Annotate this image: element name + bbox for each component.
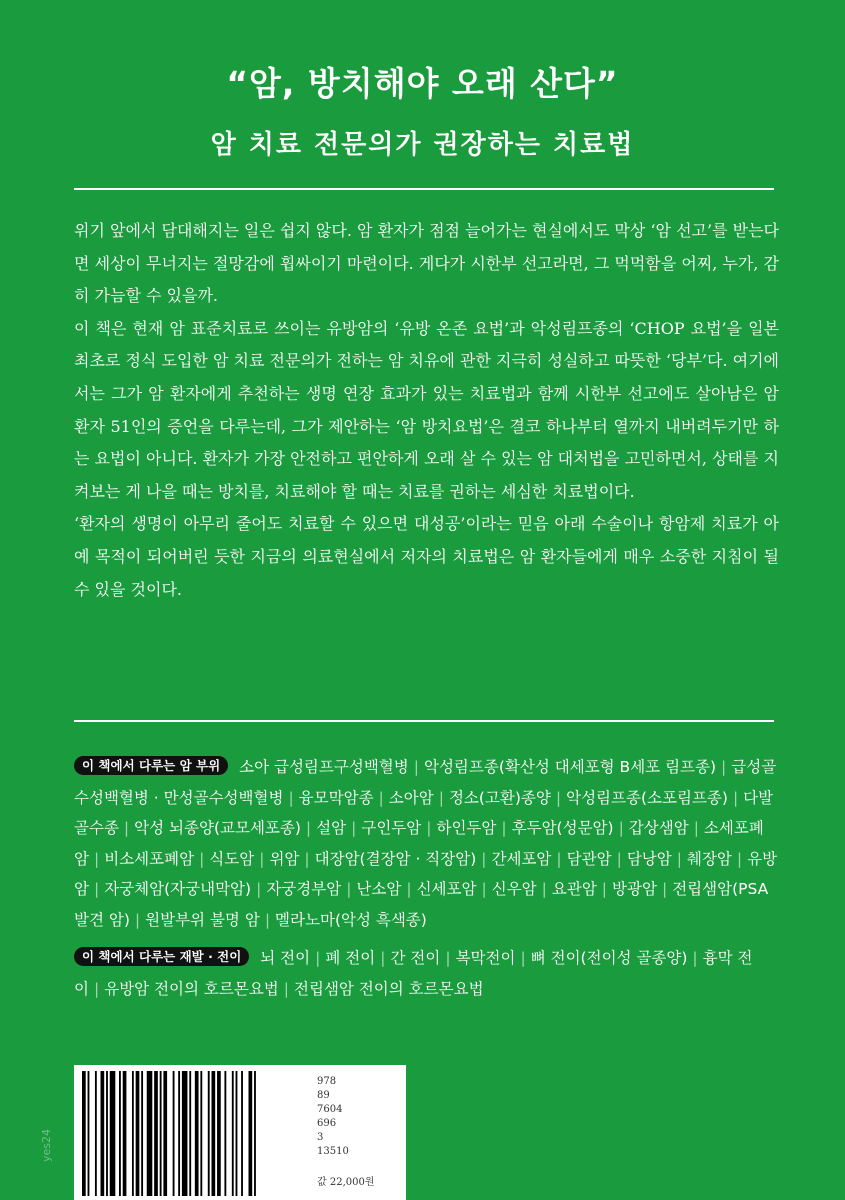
- list-separator: |: [315, 949, 321, 967]
- cancer-types-section: [74, 752, 779, 935]
- cancer-type-item: 유방암: [74, 849, 778, 898]
- cancer-type-item: 자궁경부암: [266, 880, 342, 898]
- cancer-type-item: 전립샘암(PSA 발견 암): [74, 880, 769, 929]
- metastasis-item: 뼈 전이(전이성 골종양): [530, 949, 688, 967]
- list-separator: |: [481, 849, 487, 868]
- barcode-bar: [132, 1071, 134, 1196]
- list-separator: |: [661, 880, 668, 898]
- cancer-type-item: 신세포암: [416, 880, 477, 898]
- cancer-type-item: 췌장암: [686, 849, 732, 868]
- list-separator: |: [380, 949, 386, 967]
- barcode-bar: [136, 1071, 140, 1196]
- cancer-type-item: 요관암: [551, 880, 597, 898]
- book-subtitle: 암 치료 전문의가 권장하는 치료법: [210, 130, 635, 160]
- top-divider: [74, 188, 774, 190]
- barcode-bar: [154, 1071, 158, 1196]
- book-tagline: “암, 방치해야 오래 산다”: [226, 64, 619, 103]
- list-separator: |: [406, 880, 412, 898]
- list-separator: |: [481, 880, 487, 898]
- list-separator: |: [721, 758, 727, 776]
- barcode-bar: [241, 1071, 243, 1196]
- isbn-line: 7604: [317, 1104, 343, 1115]
- list-separator: |: [520, 949, 526, 967]
- metastasis-badge: 이 책에서 다루는 재발 · 전이: [74, 947, 249, 966]
- list-separator: |: [264, 910, 271, 929]
- list-separator: |: [256, 880, 262, 898]
- cancer-type-item: 설암: [316, 819, 347, 837]
- cancer-type-item: 소아암: [388, 788, 434, 807]
- cancer-type-item: 소아 급성림프구성백혈병: [239, 758, 409, 776]
- list-separator: |: [676, 849, 682, 868]
- list-separator: |: [618, 819, 624, 837]
- metastasis-item: 복막전이: [455, 949, 516, 967]
- list-separator: |: [616, 849, 622, 868]
- barcode-bars: [82, 1071, 310, 1196]
- list-separator: |: [283, 979, 290, 998]
- list-separator: |: [259, 849, 265, 868]
- barcode-bar: [182, 1071, 188, 1196]
- cancer-type-item: 다발골수종: [74, 788, 774, 837]
- barcode-bar: [88, 1071, 90, 1196]
- barcode-bar: [195, 1071, 199, 1196]
- barcode-bar: [160, 1071, 162, 1196]
- metastasis-item: 흉막 전이: [74, 949, 753, 998]
- cancer-type-item: 구인두암: [361, 819, 422, 837]
- isbn-line: 89: [317, 1090, 330, 1101]
- barcode-bar: [119, 1071, 121, 1196]
- list-separator: |: [346, 880, 352, 898]
- list-separator: |: [445, 949, 451, 967]
- cancer-type-item: 정소(고환)종양: [448, 788, 551, 807]
- barcode-bar: [82, 1071, 86, 1196]
- isbn-line: 3: [317, 1132, 324, 1143]
- isbn-add-on: [317, 1075, 349, 1159]
- cancer-types-badge: 이 책에서 다루는 암 부위: [74, 756, 228, 775]
- barcode-bar: [232, 1071, 234, 1196]
- cancer-type-item: 악성 뇌종양(교모세포종): [134, 819, 301, 837]
- metastasis-item: 폐 전이: [325, 949, 376, 967]
- blurb-paragraph: 이 책은 현재 암 표준치료로 쓰이는 유방암의 ‘유방 온존 요법’과 악성림프종의 ‘CHOP 요법’을 일본 최초로 정식 도입한 암 치료 전문의가 전하는 암 치유에 관한 지극히 성실하고 따뜻한 ‘당부’다. 여기에서는 그가 암 환자에게 추천하는 생명 연장 효과가 있는 치료법과 함께 시한부 선고에도 살아남은 암 환자 51인의 증언을 다루는데, 그가 제안하는 ‘암 방치요법’은 결코 하나부터 열까지 내버려두기만 하는 요법이 아니다. 환자가 가장 안전하고 편안하게 오래 살 수 있는 암 대처법을 고민하면서, 상태를 지켜보는 게 나을 때는 방치를, 치료해야 할 때는 치료를 권하는 세심한 치료법이다.: [74, 318, 779, 501]
- barcode-bar: [224, 1071, 226, 1196]
- cancer-type-item: 난소암: [356, 880, 402, 898]
- list-separator: |: [736, 849, 743, 868]
- list-separator: |: [555, 788, 562, 807]
- barcode-bar: [217, 1071, 221, 1196]
- cancer-type-item: 자궁체암(자궁내막암): [104, 880, 252, 898]
- list-separator: |: [93, 880, 100, 898]
- barcode-bar: [110, 1071, 116, 1196]
- metastasis-item: 유방암 전이의 호르몬요법: [104, 979, 279, 998]
- cancer-type-item: 담낭암: [626, 849, 672, 868]
- cancer-type-item: 간세포암: [491, 849, 552, 868]
- cancer-type-item: 위암: [269, 849, 300, 868]
- list-separator: |: [426, 819, 432, 837]
- cancer-type-item: 악성림프종(확산성 대세포형 B세포 림프종): [423, 758, 717, 776]
- cancer-type-item: 급성골수성백혈병 · 만성골수성백혈병: [74, 758, 777, 807]
- middle-divider: [74, 720, 774, 722]
- blurb-paragraph: 위기 앞에서 담대해지는 일은 쉽지 않다. 암 환자가 점점 늘어가는 현실에서도 막상 ‘암 선고’를 받는다면 세상이 무너지는 절망감에 휩싸이기 마련이다. 게다가 시한부 선고라면, 그 먹먹함을 어찌, 누가, 감히 가늠할 수 있을까.: [74, 221, 779, 306]
- barcode-bar: [95, 1071, 97, 1196]
- cancer-type-item: 융모막암종: [298, 788, 374, 807]
- cancer-type-item: 대장암(결장암 · 직장암): [314, 849, 477, 868]
- isbn-line: 978: [317, 1076, 337, 1087]
- metastasis-section: [74, 943, 779, 1004]
- barcode: [74, 1065, 406, 1200]
- cancer-type-item: 담관암: [566, 849, 612, 868]
- list-separator: |: [199, 849, 205, 868]
- cancer-type-item: 후두암(성문암): [511, 819, 614, 837]
- barcode-bar: [141, 1071, 143, 1196]
- list-separator: |: [732, 788, 739, 807]
- barcode-bar: [178, 1071, 180, 1196]
- barcode-bar: [212, 1071, 216, 1196]
- cancer-type-item: 방광암: [612, 880, 657, 898]
- barcode-bar: [200, 1071, 202, 1196]
- metastasis-item: 간 전이: [390, 949, 441, 967]
- cancer-type-item: 원발부위 불명 암: [145, 910, 260, 929]
- barcode-bar: [163, 1071, 167, 1196]
- barcode-bar: [249, 1071, 253, 1196]
- cancer-type-item: 비소세포폐암: [104, 849, 195, 868]
- list-separator: |: [378, 788, 384, 807]
- cancer-type-item: 악성림프종(소포림프종): [566, 788, 728, 807]
- list-separator: |: [123, 819, 130, 837]
- list-separator: |: [351, 819, 357, 837]
- isbn-line: 696: [317, 1118, 337, 1129]
- list-separator: |: [93, 849, 100, 868]
- cancer-type-item: 하인두암: [436, 819, 497, 837]
- list-separator: |: [93, 979, 100, 998]
- blurb-text: [74, 215, 779, 606]
- cancer-type-item: 식도암: [209, 849, 255, 868]
- barcode-bar: [123, 1071, 127, 1196]
- cancer-type-item: 신우암: [491, 880, 537, 898]
- list-separator: |: [556, 849, 562, 868]
- barcode-bar: [254, 1071, 256, 1196]
- list-separator: |: [305, 819, 312, 837]
- list-separator: |: [601, 880, 608, 898]
- list-separator: |: [413, 758, 419, 776]
- cancer-type-item: 갑상샘암: [628, 819, 689, 837]
- price-label: 값 22,000원: [317, 1177, 375, 1188]
- list-separator: |: [438, 788, 444, 807]
- list-separator: |: [288, 788, 294, 807]
- barcode-bar: [173, 1071, 175, 1196]
- blurb-paragraph: ‘환자의 생명이 아무리 줄어도 치료할 수 있으면 대성공’이라는 믿음 아래 수술이나 항암제 치료가 아예 목적이 되어버린 듯한 지금의 의료현실에서 저자의 치료법은 암 환자들에게 매우 소중한 지침이 될 수 있을 것이다.: [74, 514, 779, 599]
- metastasis-item: 뇌 전이: [260, 949, 311, 967]
- list-separator: |: [692, 949, 698, 967]
- isbn-line: 13510: [317, 1146, 349, 1157]
- list-separator: |: [541, 880, 547, 898]
- cancer-type-item: 소세포폐암: [74, 819, 764, 868]
- list-separator: |: [501, 819, 507, 837]
- barcode-bar: [147, 1071, 153, 1196]
- list-separator: |: [304, 849, 310, 868]
- barcode-bar: [208, 1071, 210, 1196]
- list-separator: |: [693, 819, 699, 837]
- list-separator: |: [134, 910, 141, 929]
- cancer-type-item: 멜라노마(악성 흑색종): [275, 910, 427, 929]
- metastasis-item: 전립샘암 전이의 호르몬요법: [294, 979, 484, 998]
- watermark: yes24: [40, 1128, 53, 1162]
- barcode-bar: [106, 1071, 108, 1196]
- barcode-bar: [236, 1071, 238, 1196]
- barcode-bar: [189, 1071, 191, 1196]
- barcode-bar: [101, 1071, 105, 1196]
